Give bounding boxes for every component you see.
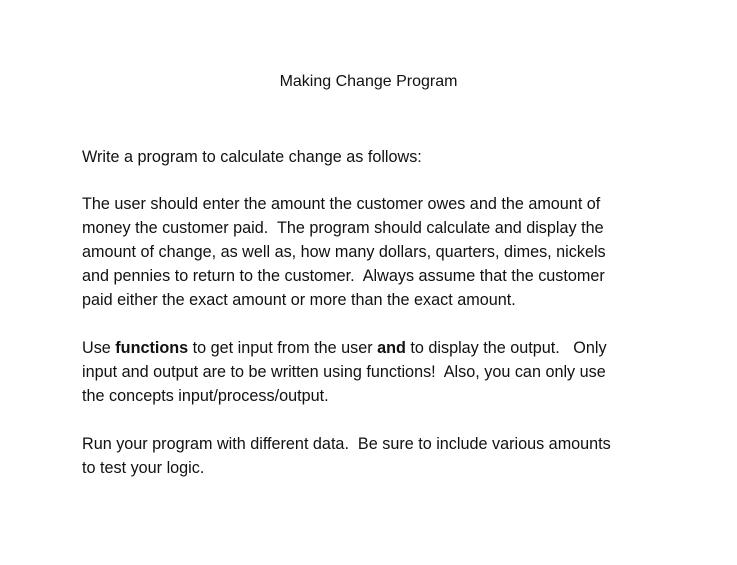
functions-line-1 [82, 336, 667, 360]
run-line-2: to test your logic. [82, 459, 205, 477]
functions-paragraph [82, 336, 667, 408]
requirements-line-1: The user should enter the amount the customer owes and the amount of [82, 195, 601, 213]
requirements-line-2: money the customer paid. The program should calculate and display the [82, 219, 604, 237]
functions-line-1-mid: to get input from the user [188, 339, 378, 357]
requirements-line-3: amount of change, as well as, how many dollars, quarters, dimes, nickels [82, 243, 606, 261]
requirements-paragraph [82, 192, 667, 312]
intro-line: Write a program to calculate change as follows: [82, 148, 422, 166]
functions-bold-word: functions [115, 339, 189, 357]
intro-paragraph [82, 145, 667, 169]
functions-line-3: the concepts input/process/output. [82, 387, 329, 405]
run-line-1: Run your program with different data. Be sure to include various amounts [82, 435, 611, 453]
requirements-line-5: paid either the exact amount or more than the exact amount. [82, 291, 516, 309]
requirements-line-4: and pennies to return to the customer. Always assume that the customer [82, 267, 605, 285]
functions-line-2: input and output are to be written using functions! Also, you can only use [82, 363, 606, 381]
functions-line-1-pre: Use [82, 339, 116, 357]
and-bold-word: and [377, 339, 406, 357]
document-title: Making Change Program [279, 73, 458, 90]
run-paragraph [82, 432, 667, 480]
functions-line-1-post: to display the output. Only [405, 339, 607, 357]
